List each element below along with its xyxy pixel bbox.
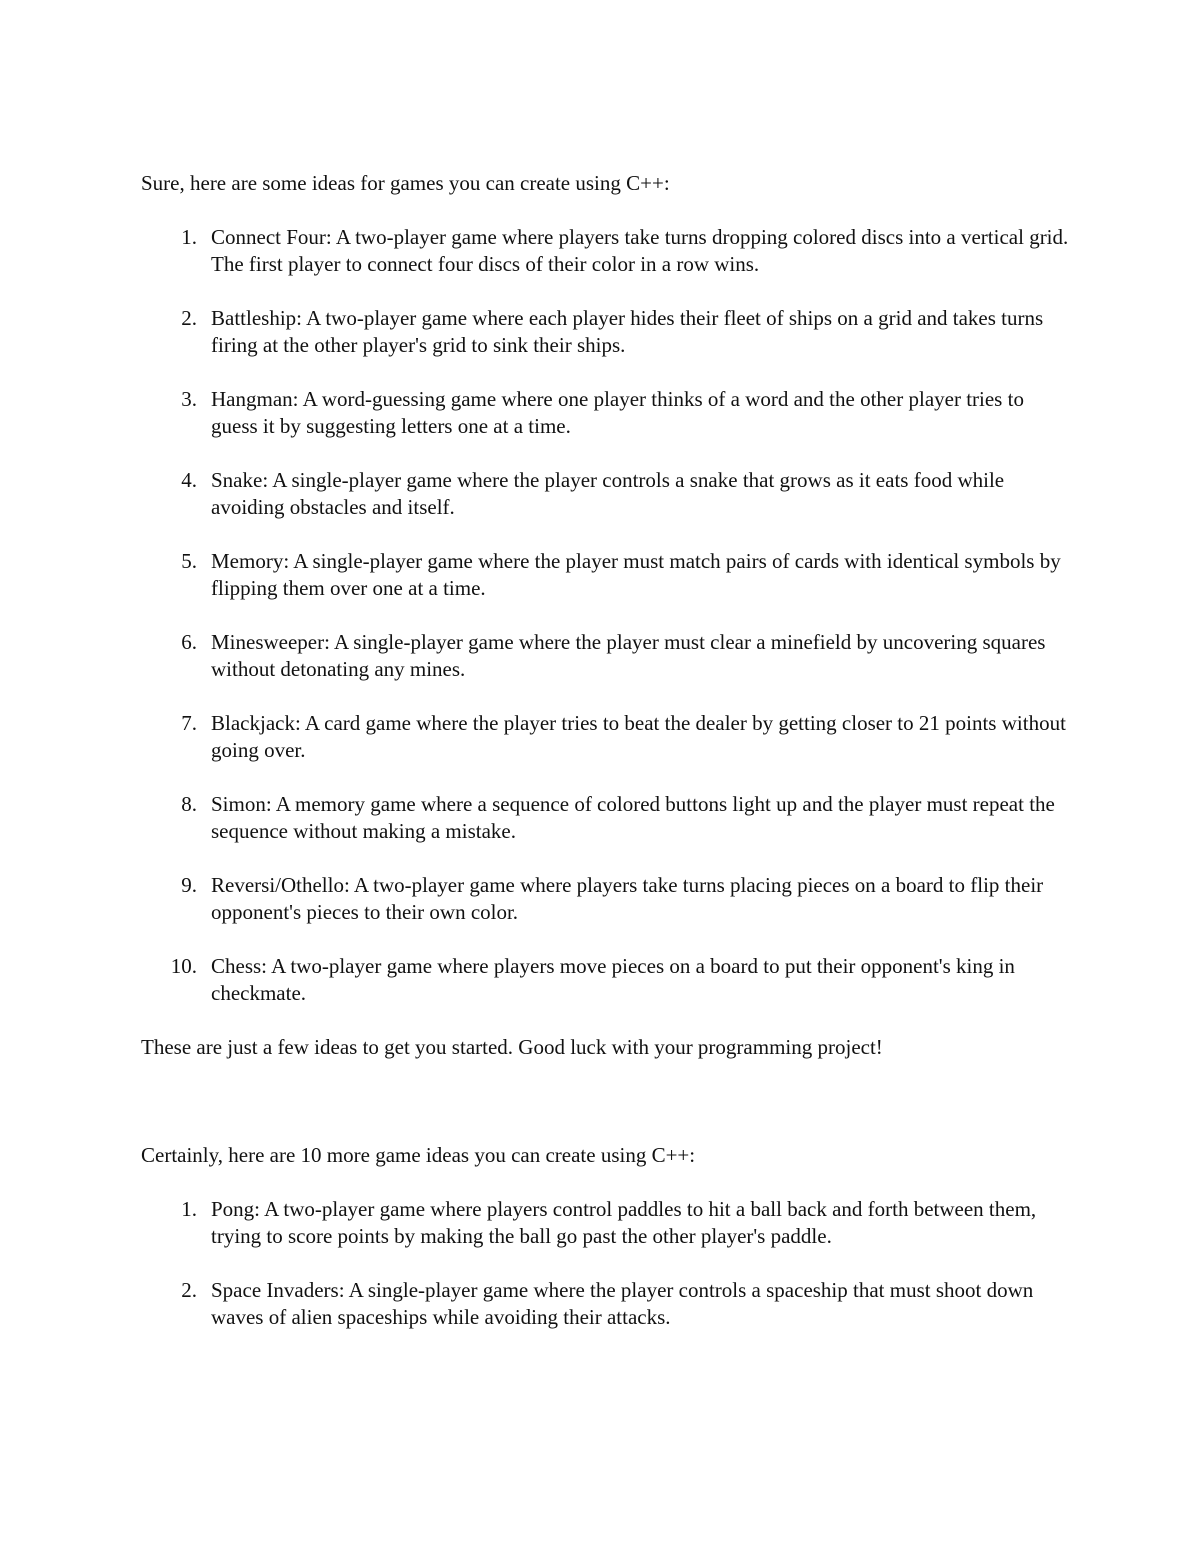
list-item: [141, 791, 1071, 845]
list-item: [141, 953, 1071, 1007]
list-item-text: Connect Four: A two-player game where players take turns dropping colored discs into a vertical grid. The first player to connect four discs of their color in a row wins.: [211, 225, 1069, 276]
list-item: [141, 467, 1071, 521]
list-item-text: Reversi/Othello: A two-player game where players take turns placing pieces on a board to flip their opponent's pieces to their own color.: [211, 873, 1044, 924]
list-item-number: 10.: [170, 954, 197, 978]
list-item-number: 8.: [181, 792, 197, 816]
list-item-number: 5.: [181, 549, 197, 573]
list-item-number: 2.: [181, 1278, 197, 1302]
list-item-number: 6.: [181, 630, 197, 654]
list-item-text: Memory: A single-player game where the player must match pairs of cards with identical symbols by flipping them over one at a time.: [211, 549, 1061, 600]
list-item-number: 4.: [181, 468, 197, 492]
section1-outro: These are just a few ideas to get you started. Good luck with your programming project!: [141, 1035, 883, 1059]
list-item: [141, 629, 1071, 683]
section1-intro: Sure, here are some ideas for games you can create using C++:: [141, 171, 670, 195]
list-item-text: Pong: A two-player game where players control paddles to hit a ball back and forth between them, trying to score points by making the ball go past the other player's paddle.: [211, 1197, 1037, 1248]
section2-game-list: [141, 1196, 1071, 1331]
list-item-number: 1.: [181, 225, 197, 249]
list-item: [141, 224, 1071, 278]
list-item: [141, 305, 1071, 359]
list-item-text: Blackjack: A card game where the player tries to beat the dealer by getting closer to 21 points without going over.: [211, 711, 1066, 762]
list-item-number: 9.: [181, 873, 197, 897]
list-item: [141, 548, 1071, 602]
list-item: [141, 386, 1071, 440]
document-content: [141, 170, 1071, 1358]
list-item-text: Snake: A single-player game where the player controls a snake that grows as it eats food while avoiding obstacles and itself.: [211, 468, 1005, 519]
section2-intro: Certainly, here are 10 more game ideas you can create using C++:: [141, 1143, 696, 1167]
list-item-text: Hangman: A word-guessing game where one player thinks of a word and the other player tries to guess it by suggesting letters one at a time.: [211, 387, 1024, 438]
section1-game-list: [141, 224, 1071, 1007]
list-item-number: 2.: [181, 306, 197, 330]
list-item-number: 1.: [181, 1197, 197, 1221]
list-item: [141, 1277, 1071, 1331]
list-item-text: Space Invaders: A single-player game where the player controls a spaceship that must shoot down waves of alien spaceships while avoiding their attacks.: [211, 1278, 1034, 1329]
list-item-text: Simon: A memory game where a sequence of colored buttons light up and the player must repeat the sequence without making a mistake.: [211, 792, 1055, 843]
list-item: [141, 1196, 1071, 1250]
list-item-number: 7.: [181, 711, 197, 735]
list-item: [141, 872, 1071, 926]
list-item-text: Battleship: A two-player game where each player hides their fleet of ships on a grid and takes turns firing at the other player's grid to sink their ships.: [211, 306, 1044, 357]
list-item-text: Minesweeper: A single-player game where the player must clear a minefield by uncovering squares without detonating any mines.: [211, 630, 1046, 681]
list-item-number: 3.: [181, 387, 197, 411]
section-spacer: [141, 1061, 1071, 1142]
list-item: [141, 710, 1071, 764]
list-item-text: Chess: A two-player game where players move pieces on a board to put their opponent's king in checkmate.: [211, 954, 1015, 1005]
